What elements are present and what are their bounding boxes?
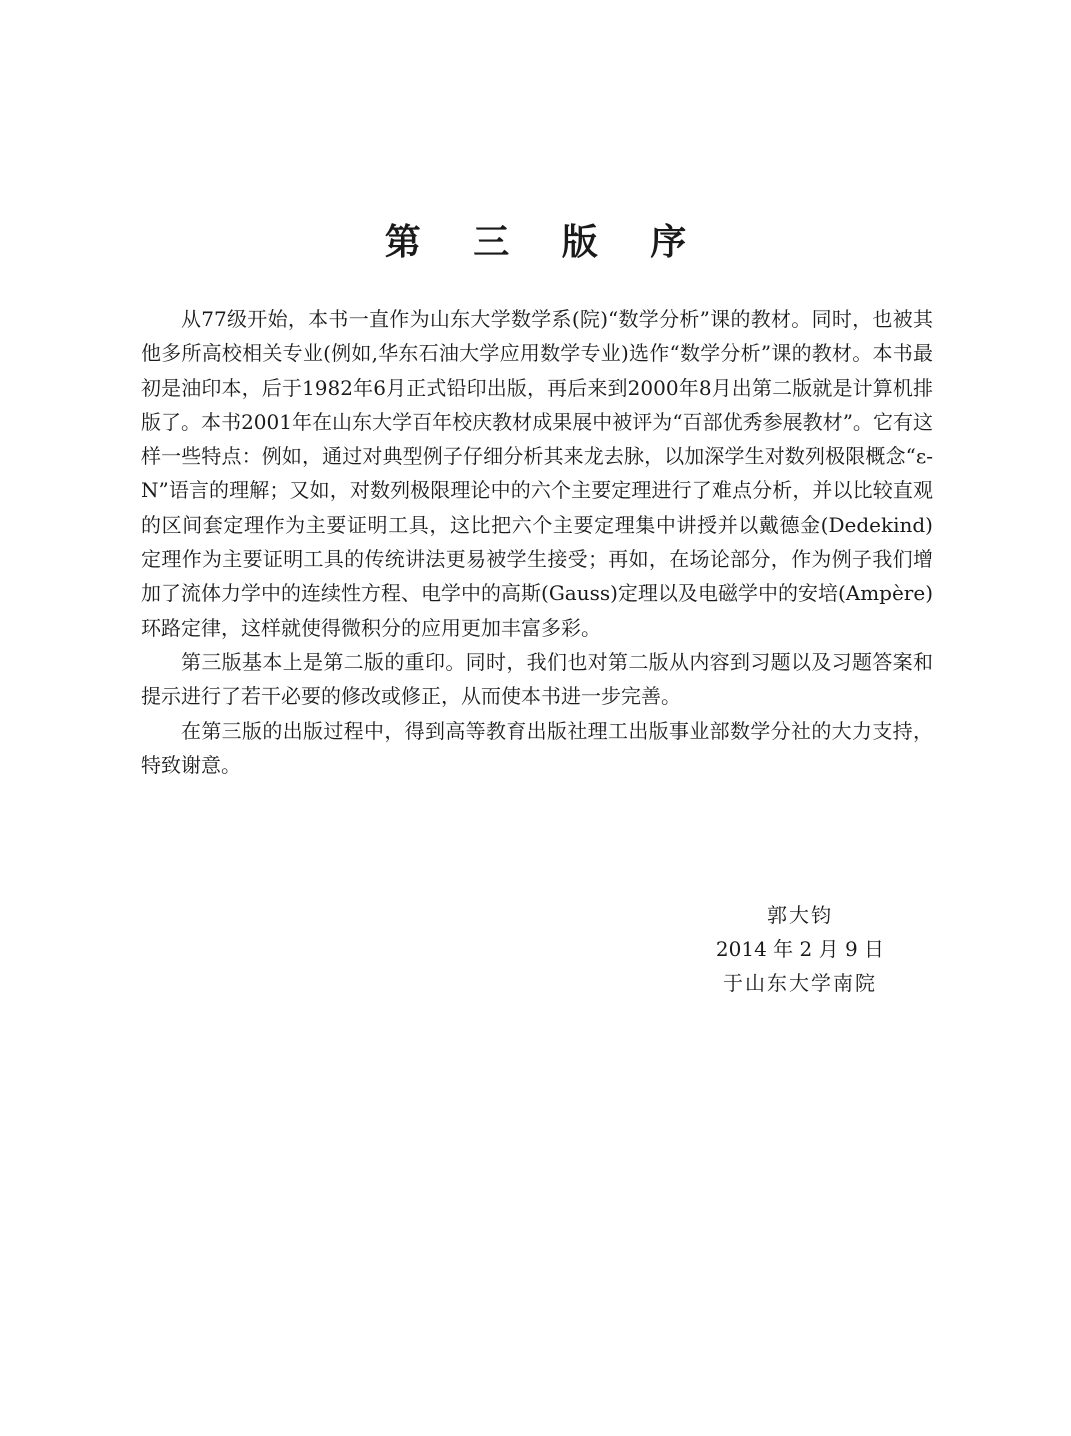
paragraph-3: 在第三版的出版过程中，得到高等教育出版社理工出版事业部数学分社的大力支持，特致谢意。 — [141, 718, 933, 777]
page-title: 第 三 版 序 — [384, 222, 707, 264]
signature-block — [700, 898, 900, 1000]
signature-place: 于山东大学南院 — [723, 971, 877, 995]
signature-date: 2014 年 2 月 9 日 — [715, 937, 885, 961]
preface-body — [141, 302, 933, 782]
author-name: 郭大钧 — [767, 903, 833, 927]
paragraph-1: 从77级开始，本书一直作为山东大学数学系(院)“数学分析”课的教材。同时，也被其他多所高校相关专业(例如,华东石油大学应用数学专业)选作“数学分析”课的教材。本书最初是油印本，后于1982年6月正式铅印出版，再后来到2000年8月出第二版就是计算机排版了。本书2001年在山东大学百年校庆教材成果展中被评为“百部优秀参展教材”。它有这样一些特点：例如，通过对典型例子仔细分析其来龙去脉，以加深学生对数列极限概念“ε-N”语言的理解；又如，对数列极限理论中的六个主要定理进行了难点分析，并以比较直观的区间套定理作为主要证明工具，这比把六个主要定理集中讲授并以戴德金(Dedekind)定理作为主要证明工具的传统讲法更易被学生接受；再如，在场论部分，作为例子我们增加了流体力学中的连续性方程、电学中的高斯(Gauss)定理以及电磁学中的安培(Ampère)环路定律，这样就使得微积分的应用更加丰富多彩。 — [141, 307, 933, 640]
paragraph-2: 第三版基本上是第二版的重印。同时，我们也对第二版从内容到习题以及习题答案和提示进行了若干必要的修改或修正，从而使本书进一步完善。 — [141, 649, 933, 709]
